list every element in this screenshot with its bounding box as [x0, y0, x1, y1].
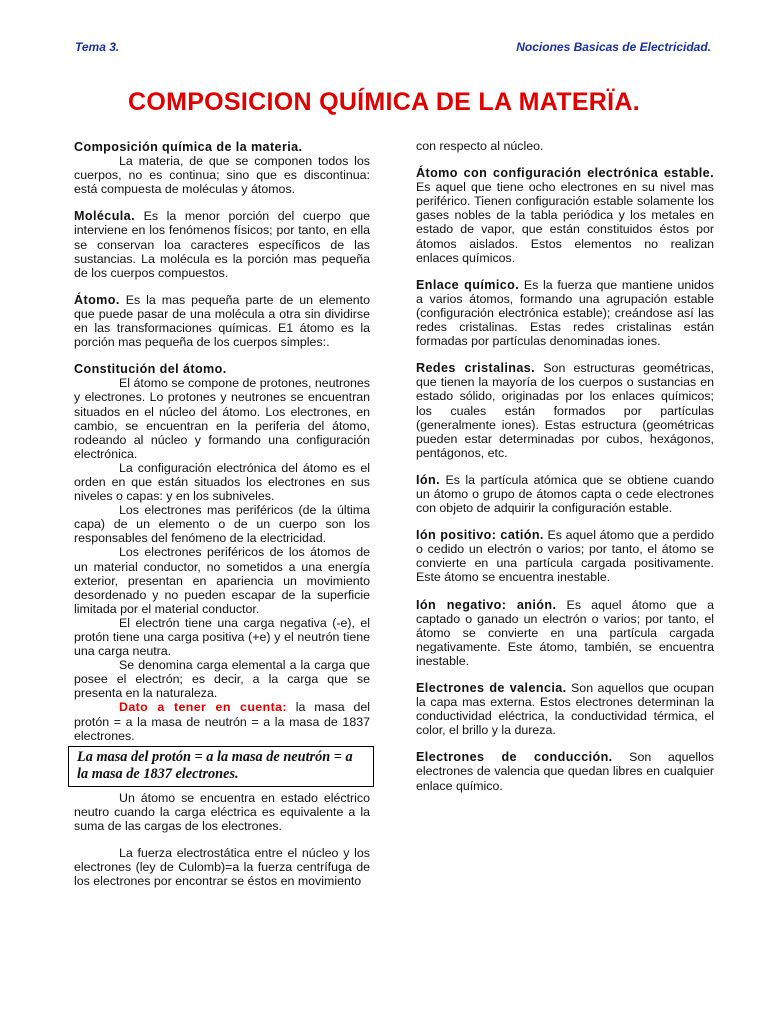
enlace-paragraph [416, 278, 714, 348]
continuation-text: con respecto al núcleo. [416, 139, 544, 153]
valencia-heading: Electrones de valencia. [416, 681, 567, 695]
constitucion-paragraph-1: El átomo se compone de protones, neutrones y electrones. Lo protones y neutrones se encuentran situados en el núcleo del átomo. Los electrones, en cambio, se encuentran en la periferia del átomo, rodeando al núcleo y formando una configuración electrónica. [74, 376, 370, 461]
constitucion-paragraph-3: Los electrones mas periféricos (de la última capa) de un elemento o de un cuerpo son los responsables del fenómeno de la electricidad. [74, 503, 370, 546]
constitucion-paragraph-6: Se denomina carga elemental a la carga que posee el electrón; es decir, a la carga que se presenta en la naturaleza. [74, 658, 370, 701]
cation-paragraph [416, 528, 714, 584]
page-title: COMPOSICION QUÍMICA DE LA MATERÏA. [127, 88, 641, 116]
ion-paragraph [416, 473, 714, 515]
cation-heading: Ión positivo: catión. [416, 528, 544, 543]
composicion-heading: Composición química de la materia. [74, 140, 303, 154]
conduccion-text: Son aquellos electrones de valencia que quedan libres en cualquier enlace químico. [416, 750, 714, 793]
dato-paragraph [74, 700, 370, 742]
right-column [416, 139, 714, 793]
constitucion-paragraph-5: El electrón tiene una carga negativa (-e), el protón tiene una carga positiva (+e) y el neutrón tiene una carga neutra. [74, 615, 370, 659]
enlace-text: Es la fuerza que mantiene unidos a varios átomos, formando una agrupación estable (configuración electrónica estable); creándose así las redes cristalinas. Estas redes cristalinas están formadas por partículas denominadas iones. [416, 277, 714, 349]
constitucion-paragraph-2: La configuración electrónica del átomo es el orden en que están situados los electrones en sus niveles o capas: y en los subniveles. [74, 460, 370, 504]
estable-heading: Átomo con configuración electrónica estable. [416, 166, 714, 181]
anion-text: Es aquel átomo que a captado o ganado un electrón o varios; por tanto, el átomo se convierte en una partícula cargada negativamente. Este átomo, también, se encuentra inestable. [416, 597, 714, 668]
anion-heading: Ión negativo: anión. [416, 597, 557, 612]
header-left: Tema 3. [75, 40, 120, 54]
ion-heading: Ión. [416, 472, 440, 487]
molecula-paragraph [74, 209, 370, 279]
redes-paragraph [416, 361, 714, 460]
atomo-text: Es la mas pequeña parte de un elemento que puede pasar de una molécula a otra sin dividirse en las transformaciones químicas. E1 átomo es la porción mas pequeña de los cuerpos simples:. [74, 292, 370, 350]
atomo-paragraph [74, 293, 370, 349]
dato-heading: Dato a tener en cuenta: [119, 700, 287, 715]
dato-text: la masa del protón = a la masa de neutrón = a la masa de 1837 electrones. [74, 700, 370, 743]
estable-text: Es aquel que tiene ocho electrones en su nivel mas periférico. Tienen configuración estable solamente los gases nobles de la tabla periódica y los metales en estado de vapor, que están constituidos éstos por átomos aislados. Estos elementos no realizan enlaces químicos. [416, 180, 714, 265]
anion-paragraph [416, 598, 714, 668]
molecula-heading: Molécula. [74, 209, 135, 224]
composicion-paragraph: La materia, de que se componen todos los cuerpos, no es continua; sino que es discontinua: está compuesta de moléculas y átomos. [74, 154, 370, 197]
ion-text: Es la partícula atómica que se obtiene cuando un átomo o grupo de átomos capta o cede electrones con objeto de adquirir la configuración estable. [416, 472, 714, 516]
valencia-text: Son aquellos que ocupan la capa mas externa. Estos electrones determinan la conductividad eléctrica, la conductividad térmica, el color, el brillo y la dureza. [416, 681, 714, 738]
fuerza-paragraph: La fuerza electrostática entre el núcleo y los electrones (ley de Culomb)=a la fuerza centrífuga de los electrones por encontrar se éstos en movimiento [74, 846, 370, 889]
estable-paragraph [416, 166, 714, 265]
header-right: Nociones Basicas de Electricidad. [516, 40, 711, 54]
enlace-heading: Enlace químico. [416, 277, 520, 292]
valencia-paragraph [416, 681, 714, 737]
redes-heading: Redes cristalinas. [416, 361, 536, 376]
neutro-paragraph: Un átomo se encuentra en estado eléctrico neutro cuando la carga eléctrica es equivalente a la suma de las cargas de los electrones. [74, 790, 370, 833]
left-column [74, 140, 370, 888]
constitucion-paragraph-4: Los electrones periféricos de los átomos de un material conductor, no sometidos a una energía exterior, presentan en apariencia un movimiento desordenado y no pueden escapar de la superficie limitada por el material conductor. [74, 545, 370, 616]
mass-highlight-box: La masa del protón = a la masa de neutrón = a la masa de 1837 electrones. [68, 746, 374, 787]
conduccion-heading: Electrones de conducción. [416, 750, 613, 765]
molecula-text: Es la menor porción del cuerpo que interviene en los fenómenos físicos; por tanto, en ella se conservan loa caracteres específicos de las sustancias. La molécula es la porción mas pequeña de los cuerpos compuestos. [74, 209, 370, 280]
redes-text: Son estructuras geométricas, que tienen la mayoría de los cuerpos o sustancias en estado sólido, originadas por los enlaces químicos; los cuales están formados por partículas (generalmente iones). Estas estructura (geométricas pueden estar determinadas por cubos, hexágonos, pentágonos, etc. [416, 361, 714, 460]
cation-text: Es aquel átomo que a perdido o cedido un electrón o varios; por tanto, el átomo se convierte en una partícula cargada positivamente. Este átomo se encuentra inestable. [416, 528, 714, 585]
constitucion-heading: Constitución del átomo. [74, 362, 227, 377]
atomo-heading: Átomo. [74, 292, 120, 307]
conduccion-paragraph [416, 750, 714, 792]
